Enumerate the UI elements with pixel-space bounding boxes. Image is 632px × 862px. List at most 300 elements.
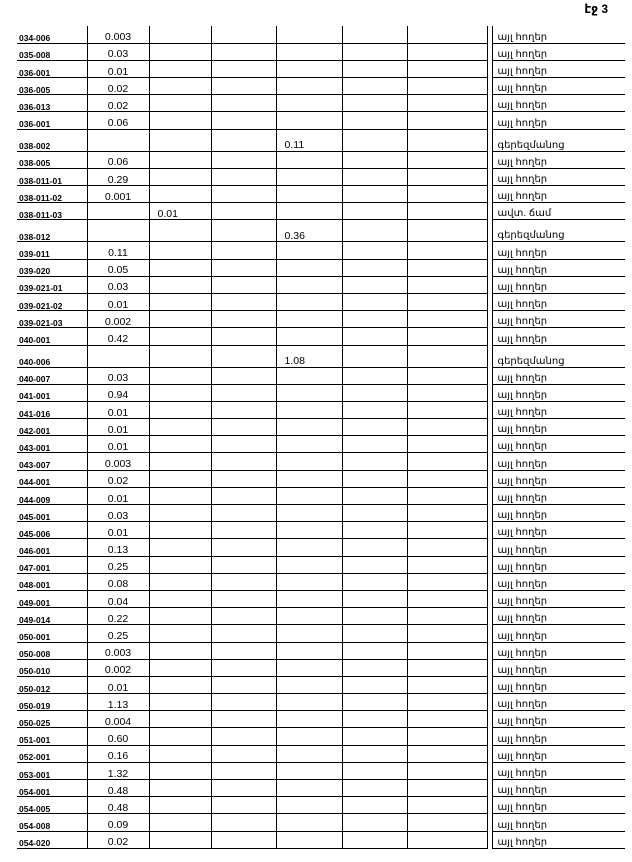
land-type: այլ հողեր <box>492 259 625 276</box>
area-col-6 <box>407 401 487 418</box>
area-col-6 <box>407 220 487 242</box>
area-col-2 <box>149 328 211 345</box>
area-col-3 <box>211 780 276 797</box>
land-type: այլ հողեր <box>492 328 625 345</box>
area-col-2 <box>149 311 211 328</box>
area-col-5 <box>342 625 407 642</box>
area-col-1: 0.003 <box>87 453 149 470</box>
table-row <box>17 608 625 625</box>
parcel-code: 045-001 <box>17 505 87 522</box>
area-col-5 <box>342 345 407 367</box>
area-col-6 <box>407 659 487 676</box>
area-col-5 <box>342 203 407 220</box>
area-col-2 <box>149 556 211 573</box>
land-type: գերեզմանոց <box>492 220 625 242</box>
area-col-4 <box>276 711 342 728</box>
area-col-1: 0.09 <box>87 814 149 831</box>
area-col-6 <box>407 745 487 762</box>
area-col-2 <box>149 43 211 60</box>
area-col-1 <box>87 203 149 220</box>
land-type: այլ հողեր <box>492 608 625 625</box>
area-col-6 <box>407 26 487 43</box>
area-col-1: 1.32 <box>87 762 149 779</box>
area-col-4 <box>276 831 342 848</box>
area-col-1: 0.22 <box>87 608 149 625</box>
area-col-4 <box>276 642 342 659</box>
area-col-5 <box>342 242 407 259</box>
parcel-code: 040-007 <box>17 367 87 384</box>
area-col-2 <box>149 814 211 831</box>
area-col-4 <box>276 78 342 95</box>
area-col-6 <box>407 797 487 814</box>
area-col-4 <box>276 367 342 384</box>
area-col-2 <box>149 711 211 728</box>
area-col-6 <box>407 642 487 659</box>
area-col-2 <box>149 95 211 112</box>
parcel-code: 049-001 <box>17 590 87 607</box>
area-col-5 <box>342 112 407 129</box>
area-col-4 <box>276 487 342 504</box>
area-col-4 <box>276 470 342 487</box>
table-row <box>17 436 625 453</box>
area-col-5 <box>342 814 407 831</box>
area-col-3 <box>211 608 276 625</box>
area-col-5 <box>342 676 407 693</box>
area-col-6 <box>407 345 487 367</box>
table-row <box>17 401 625 418</box>
area-col-5 <box>342 487 407 504</box>
parcel-code: 039-011 <box>17 242 87 259</box>
area-col-1: 0.02 <box>87 95 149 112</box>
area-col-5 <box>342 608 407 625</box>
land-type: այլ հողեր <box>492 470 625 487</box>
area-col-2 <box>149 487 211 504</box>
table-row <box>17 590 625 607</box>
land-type: այլ հողեր <box>492 436 625 453</box>
table-row <box>17 95 625 112</box>
area-col-3 <box>211 505 276 522</box>
table-row <box>17 311 625 328</box>
area-col-5 <box>342 556 407 573</box>
area-col-3 <box>211 556 276 573</box>
area-col-5 <box>342 831 407 848</box>
land-type: այլ հողեր <box>492 762 625 779</box>
area-col-3 <box>211 401 276 418</box>
area-col-3 <box>211 276 276 293</box>
parcel-code: 046-001 <box>17 539 87 556</box>
table-row <box>17 112 625 129</box>
area-col-3 <box>211 129 276 151</box>
area-col-3 <box>211 436 276 453</box>
area-col-6 <box>407 151 487 168</box>
area-col-1: 0.03 <box>87 43 149 60</box>
parcel-code: 044-001 <box>17 470 87 487</box>
area-col-6 <box>407 419 487 436</box>
area-col-1 <box>87 345 149 367</box>
land-type: այլ հողեր <box>492 367 625 384</box>
area-col-5 <box>342 276 407 293</box>
area-col-3 <box>211 470 276 487</box>
area-col-6 <box>407 780 487 797</box>
land-type: այլ հողեր <box>492 384 625 401</box>
table-row <box>17 453 625 470</box>
table-row <box>17 384 625 401</box>
parcel-code: 051-001 <box>17 728 87 745</box>
parcel-code: 043-001 <box>17 436 87 453</box>
area-col-1: 0.04 <box>87 590 149 607</box>
land-type: այլ հողեր <box>492 590 625 607</box>
area-col-1: 0.06 <box>87 112 149 129</box>
table-row <box>17 78 625 95</box>
area-col-2 <box>149 762 211 779</box>
area-col-5 <box>342 367 407 384</box>
land-type: այլ հողեր <box>492 311 625 328</box>
parcel-code: 036-001 <box>17 112 87 129</box>
area-col-3 <box>211 220 276 242</box>
area-col-3 <box>211 487 276 504</box>
area-col-3 <box>211 711 276 728</box>
area-col-2 <box>149 259 211 276</box>
table-row <box>17 814 625 831</box>
area-col-1: 0.94 <box>87 384 149 401</box>
land-type: այլ հողեր <box>492 780 625 797</box>
area-col-1: 0.03 <box>87 276 149 293</box>
area-col-4 <box>276 573 342 590</box>
area-col-6 <box>407 60 487 77</box>
area-col-2 <box>149 505 211 522</box>
area-col-2 <box>149 470 211 487</box>
area-col-3 <box>211 242 276 259</box>
table-row <box>17 505 625 522</box>
area-col-4 <box>276 242 342 259</box>
area-col-6 <box>407 590 487 607</box>
land-type: այլ հողեր <box>492 401 625 418</box>
area-col-1: 0.02 <box>87 78 149 95</box>
area-col-1: 0.01 <box>87 60 149 77</box>
table-row <box>17 539 625 556</box>
parcel-code: 050-008 <box>17 642 87 659</box>
parcel-code: 049-014 <box>17 608 87 625</box>
area-col-2 <box>149 573 211 590</box>
area-col-2 <box>149 436 211 453</box>
parcel-code: 045-006 <box>17 522 87 539</box>
parcel-code: 039-021-02 <box>17 293 87 310</box>
area-col-4 <box>276 522 342 539</box>
parcel-code: 039-020 <box>17 259 87 276</box>
table-row <box>17 60 625 77</box>
parcel-code: 041-001 <box>17 384 87 401</box>
land-type: ավտ. ճամ <box>492 203 625 220</box>
area-col-6 <box>407 259 487 276</box>
area-col-5 <box>342 573 407 590</box>
area-col-3 <box>211 293 276 310</box>
area-col-5 <box>342 311 407 328</box>
area-col-1: 0.13 <box>87 539 149 556</box>
area-col-3 <box>211 814 276 831</box>
table-row <box>17 203 625 220</box>
land-type: այլ հողեր <box>492 168 625 185</box>
land-type: այլ հողեր <box>492 573 625 590</box>
land-type: այլ հողեր <box>492 556 625 573</box>
parcel-code: 054-005 <box>17 797 87 814</box>
area-col-1 <box>87 220 149 242</box>
table-row <box>17 573 625 590</box>
area-col-2 <box>149 186 211 203</box>
area-col-4 <box>276 259 342 276</box>
parcel-code: 043-007 <box>17 453 87 470</box>
area-col-3 <box>211 259 276 276</box>
area-col-6 <box>407 728 487 745</box>
area-col-1: 0.01 <box>87 522 149 539</box>
land-type: այլ հողեր <box>492 831 625 848</box>
parcel-code: 036-001 <box>17 60 87 77</box>
area-col-4: 0.36 <box>276 220 342 242</box>
area-col-4 <box>276 745 342 762</box>
area-col-2 <box>149 367 211 384</box>
area-col-3 <box>211 311 276 328</box>
area-col-5 <box>342 436 407 453</box>
area-col-5 <box>342 151 407 168</box>
area-col-4 <box>276 112 342 129</box>
land-type: այլ հողեր <box>492 642 625 659</box>
parcel-code: 038-012 <box>17 220 87 242</box>
table-row <box>17 487 625 504</box>
table-row <box>17 367 625 384</box>
parcel-code: 041-016 <box>17 401 87 418</box>
table-row <box>17 625 625 642</box>
area-col-2 <box>149 728 211 745</box>
area-col-5 <box>342 43 407 60</box>
land-type: այլ հողեր <box>492 625 625 642</box>
area-col-2 <box>149 384 211 401</box>
area-col-5 <box>342 78 407 95</box>
area-col-3 <box>211 694 276 711</box>
area-col-1: 0.002 <box>87 311 149 328</box>
area-col-6 <box>407 78 487 95</box>
area-col-1: 0.003 <box>87 26 149 43</box>
land-type: այլ հողեր <box>492 293 625 310</box>
land-type: այլ հողեր <box>492 60 625 77</box>
parcel-code: 050-012 <box>17 676 87 693</box>
area-col-1: 0.06 <box>87 151 149 168</box>
area-col-1: 0.29 <box>87 168 149 185</box>
area-col-2 <box>149 780 211 797</box>
area-col-3 <box>211 625 276 642</box>
area-col-2 <box>149 642 211 659</box>
area-col-5 <box>342 694 407 711</box>
area-col-6 <box>407 453 487 470</box>
land-type: այլ հողեր <box>492 676 625 693</box>
land-table <box>17 26 625 849</box>
area-col-3 <box>211 203 276 220</box>
table-row <box>17 43 625 60</box>
table-row <box>17 470 625 487</box>
area-col-4 <box>276 26 342 43</box>
parcel-code: 054-020 <box>17 831 87 848</box>
area-col-6 <box>407 539 487 556</box>
area-col-2 <box>149 129 211 151</box>
area-col-2: 0.01 <box>149 203 211 220</box>
area-col-2 <box>149 590 211 607</box>
land-type: գերեզմանոց <box>492 129 625 151</box>
area-col-6 <box>407 522 487 539</box>
parcel-code: 044-009 <box>17 487 87 504</box>
area-col-5 <box>342 293 407 310</box>
area-col-2 <box>149 60 211 77</box>
area-col-1: 0.01 <box>87 419 149 436</box>
land-type: այլ հողեր <box>492 728 625 745</box>
area-col-1: 0.02 <box>87 470 149 487</box>
area-col-5 <box>342 168 407 185</box>
area-col-6 <box>407 311 487 328</box>
land-type: այլ հողեր <box>492 522 625 539</box>
area-col-3 <box>211 95 276 112</box>
area-col-6 <box>407 95 487 112</box>
area-col-2 <box>149 112 211 129</box>
area-col-2 <box>149 659 211 676</box>
area-col-6 <box>407 487 487 504</box>
area-col-3 <box>211 728 276 745</box>
area-col-5 <box>342 590 407 607</box>
area-col-4 <box>276 168 342 185</box>
area-col-3 <box>211 797 276 814</box>
area-col-3 <box>211 328 276 345</box>
area-col-3 <box>211 112 276 129</box>
area-col-4 <box>276 95 342 112</box>
area-col-2 <box>149 539 211 556</box>
area-col-4 <box>276 694 342 711</box>
area-col-4 <box>276 151 342 168</box>
parcel-code: 036-005 <box>17 78 87 95</box>
area-col-4 <box>276 311 342 328</box>
area-col-6 <box>407 608 487 625</box>
area-col-1: 0.16 <box>87 745 149 762</box>
table-row <box>17 780 625 797</box>
area-col-4 <box>276 328 342 345</box>
area-col-3 <box>211 831 276 848</box>
area-col-6 <box>407 831 487 848</box>
area-col-5 <box>342 186 407 203</box>
land-type: այլ հողեր <box>492 186 625 203</box>
area-col-3 <box>211 60 276 77</box>
area-col-4 <box>276 797 342 814</box>
table-row <box>17 220 625 242</box>
area-col-1: 0.03 <box>87 367 149 384</box>
area-col-4 <box>276 453 342 470</box>
parcel-code: 036-013 <box>17 95 87 112</box>
parcel-code: 050-001 <box>17 625 87 642</box>
area-col-4 <box>276 293 342 310</box>
land-type: գերեզմանոց <box>492 345 625 367</box>
area-col-3 <box>211 453 276 470</box>
parcel-code: 054-001 <box>17 780 87 797</box>
table-row <box>17 659 625 676</box>
land-type: այլ հողեր <box>492 659 625 676</box>
area-col-3 <box>211 78 276 95</box>
area-col-3 <box>211 419 276 436</box>
area-col-2 <box>149 276 211 293</box>
land-type: այլ հողեր <box>492 242 625 259</box>
area-col-1: 0.05 <box>87 259 149 276</box>
area-col-3 <box>211 676 276 693</box>
area-col-5 <box>342 762 407 779</box>
parcel-code: 054-008 <box>17 814 87 831</box>
parcel-code: 035-008 <box>17 43 87 60</box>
parcel-code: 038-011-03 <box>17 203 87 220</box>
area-col-6 <box>407 573 487 590</box>
area-col-4: 0.11 <box>276 129 342 151</box>
area-col-4 <box>276 203 342 220</box>
area-col-6 <box>407 711 487 728</box>
area-col-5 <box>342 522 407 539</box>
land-type: այլ հողեր <box>492 112 625 129</box>
area-col-1: 0.001 <box>87 186 149 203</box>
area-col-1: 0.002 <box>87 659 149 676</box>
parcel-code: 040-001 <box>17 328 87 345</box>
area-col-4 <box>276 436 342 453</box>
area-col-6 <box>407 384 487 401</box>
area-col-2 <box>149 220 211 242</box>
table-row <box>17 345 625 367</box>
area-col-4 <box>276 814 342 831</box>
area-col-4 <box>276 419 342 436</box>
parcel-code: 039-021-01 <box>17 276 87 293</box>
area-col-2 <box>149 401 211 418</box>
area-col-5 <box>342 745 407 762</box>
parcel-code: 038-011-02 <box>17 186 87 203</box>
area-col-5 <box>342 259 407 276</box>
area-col-1: 0.25 <box>87 625 149 642</box>
area-col-4 <box>276 676 342 693</box>
table-row <box>17 676 625 693</box>
area-col-4 <box>276 659 342 676</box>
parcel-code: 050-010 <box>17 659 87 676</box>
area-col-5 <box>342 453 407 470</box>
table-row <box>17 151 625 168</box>
area-col-6 <box>407 814 487 831</box>
area-col-3 <box>211 151 276 168</box>
area-col-6 <box>407 556 487 573</box>
area-col-4 <box>276 60 342 77</box>
parcel-code: 052-001 <box>17 745 87 762</box>
area-col-5 <box>342 60 407 77</box>
land-type: այլ հողեր <box>492 453 625 470</box>
area-col-3 <box>211 186 276 203</box>
land-type: այլ հողեր <box>492 78 625 95</box>
area-col-2 <box>149 345 211 367</box>
area-col-1: 0.11 <box>87 242 149 259</box>
area-col-1: 0.01 <box>87 293 149 310</box>
area-col-5 <box>342 797 407 814</box>
area-col-6 <box>407 112 487 129</box>
table-row <box>17 293 625 310</box>
area-col-4 <box>276 384 342 401</box>
parcel-code: 053-001 <box>17 762 87 779</box>
area-col-6 <box>407 203 487 220</box>
area-col-5 <box>342 419 407 436</box>
area-col-1 <box>87 129 149 151</box>
page-number: էջ 3 <box>584 2 608 16</box>
area-col-3 <box>211 539 276 556</box>
area-col-2 <box>149 242 211 259</box>
area-col-5 <box>342 26 407 43</box>
area-col-5 <box>342 470 407 487</box>
table-row <box>17 797 625 814</box>
parcel-code: 038-002 <box>17 129 87 151</box>
parcel-code: 047-001 <box>17 556 87 573</box>
area-col-5 <box>342 129 407 151</box>
table-row <box>17 259 625 276</box>
